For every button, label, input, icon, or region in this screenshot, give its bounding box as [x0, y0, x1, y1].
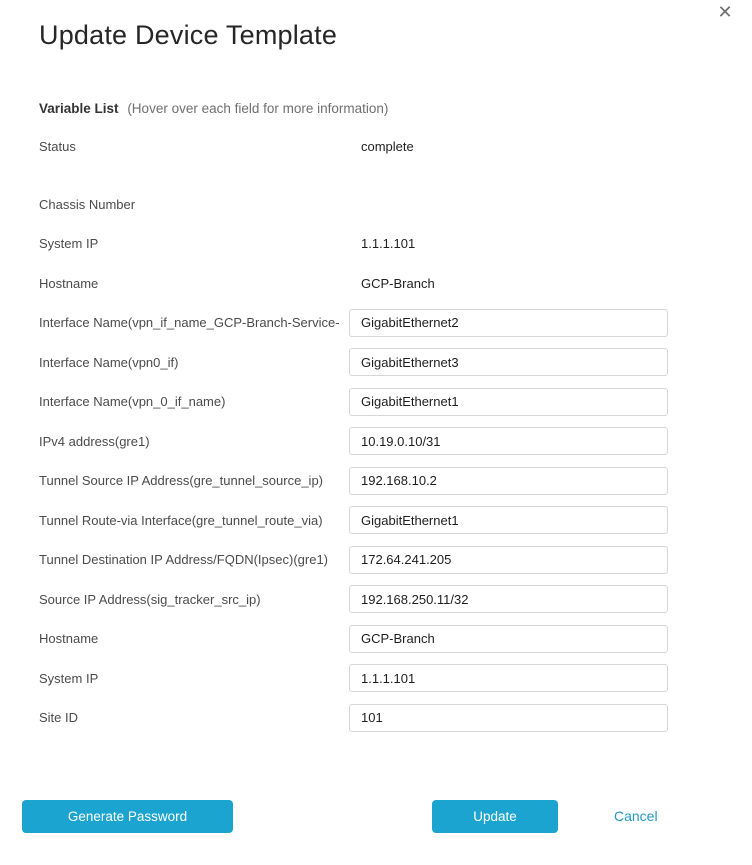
field-row-source-ip-address-sig-tracker-src-ip [39, 585, 668, 613]
field-input-interface-name-vpn-if-name-gcp-branch-service[interactable] [349, 309, 668, 337]
field-value-cell [349, 625, 668, 653]
field-row-tunnel-destination-ip-address-fqdn-ipsec-gre1 [39, 546, 668, 574]
field-input-tunnel-source-ip-address-gre-tunnel-source-ip[interactable] [349, 467, 668, 495]
dialog-footer [0, 800, 752, 833]
field-value-cell [349, 388, 668, 416]
update-button[interactable]: Update [432, 800, 558, 833]
field-label: Site ID [39, 710, 79, 725]
field-row-status [39, 132, 668, 160]
field-row-interface-name-vpn0-if [39, 348, 668, 376]
field-value-cell [349, 546, 668, 574]
variable-list-hint: (Hover over each field for more information) [127, 101, 389, 116]
field-label: System IP [39, 670, 99, 686]
field-value: GCP-Branch [361, 275, 435, 291]
field-input-hostname[interactable] [349, 625, 668, 653]
field-value: 1.1.1.101 [361, 236, 416, 251]
field-value-cell [349, 230, 668, 258]
field-value-cell [349, 132, 668, 160]
field-input-tunnel-route-via-interface-gre-tunnel-route-via[interactable] [349, 506, 668, 534]
field-label: System IP [39, 236, 99, 251]
field-value-cell [349, 704, 668, 732]
field-row-hostname [39, 269, 668, 297]
field-value-cell [349, 427, 668, 455]
field-value-cell [349, 467, 668, 495]
field-input-system-ip[interactable] [349, 664, 668, 692]
field-value: complete [361, 138, 414, 154]
field-value-cell [349, 190, 668, 218]
field-value-cell [349, 269, 668, 297]
variable-list-title: Variable List [39, 101, 119, 116]
field-input-tunnel-destination-ip-address-fqdn-ipsec-gre1[interactable] [349, 546, 668, 574]
field-label: Tunnel Route-via Interface(gre_tunnel_route_via) [39, 512, 323, 528]
field-row-interface-name-vpn-0-if-name [39, 388, 668, 416]
dialog-title: Update Device Template [39, 20, 338, 50]
field-input-interface-name-vpn-0-if-name[interactable] [349, 388, 668, 416]
field-row-hostname [39, 625, 668, 653]
field-row-site-id [39, 704, 668, 732]
field-row-ipv4-address-gre1 [39, 427, 668, 455]
field-value-cell [349, 585, 668, 613]
field-label: Interface Name(vpn_if_name_GCP-Branch-Service- [39, 315, 340, 330]
field-value-cell [349, 664, 668, 692]
field-label: Interface Name(vpn0_if) [39, 354, 179, 370]
field-row-system-ip [39, 664, 668, 692]
field-label: Source IP Address(sig_tracker_src_ip) [39, 591, 261, 607]
variable-list-heading [39, 101, 388, 116]
field-value-cell [349, 309, 668, 337]
field-input-source-ip-address-sig-tracker-src-ip[interactable] [349, 585, 668, 613]
field-input-ipv4-address-gre1[interactable] [349, 427, 668, 455]
field-input-interface-name-vpn0-if[interactable] [349, 348, 668, 376]
generate-password-button[interactable]: Generate Password [22, 800, 233, 833]
close-icon[interactable]: ✕ [717, 2, 733, 22]
field-label: Status [39, 138, 76, 154]
field-label: Tunnel Source IP Address(gre_tunnel_source_ip) [39, 473, 324, 488]
field-row-chassis-number [39, 190, 668, 218]
field-label: IPv4 address(gre1) [39, 433, 150, 449]
field-label: Hostname [39, 275, 99, 291]
field-label: Tunnel Destination IP Address/FQDN(Ipsec)(gre1) [39, 552, 329, 567]
cancel-link[interactable]: Cancel [614, 808, 658, 824]
field-row-tunnel-route-via-interface-gre-tunnel-route-via [39, 506, 668, 534]
field-label: Interface Name(vpn_0_if_name) [39, 394, 226, 409]
variable-list [39, 132, 668, 743]
field-row-tunnel-source-ip-address-gre-tunnel-source-ip [39, 467, 668, 495]
field-row-interface-name-vpn-if-name-gcp-branch-service [39, 309, 668, 337]
field-label: Hostname [39, 631, 99, 646]
field-row-system-ip [39, 230, 668, 258]
field-value-cell [349, 506, 668, 534]
field-input-site-id[interactable] [349, 704, 668, 732]
field-value-cell [349, 348, 668, 376]
field-label: Chassis Number [39, 196, 136, 212]
